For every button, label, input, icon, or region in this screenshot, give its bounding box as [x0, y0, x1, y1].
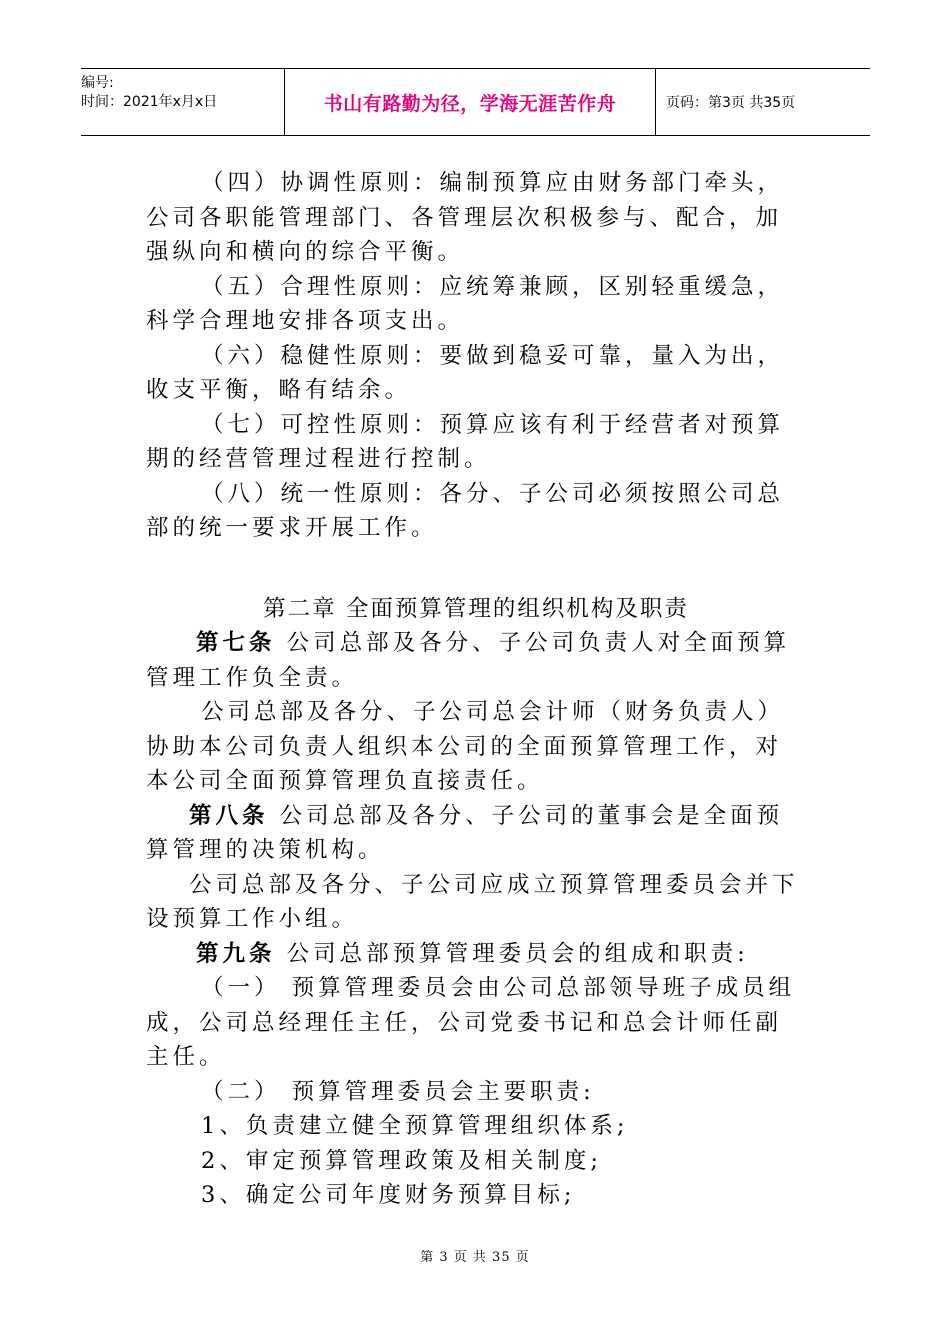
duty-item-1: 1、负责建立健全预算管理组织体系;	[201, 1113, 629, 1139]
header-meta	[81, 69, 284, 135]
section-gap	[146, 546, 806, 592]
chapter-title: 第二章 全面预算管理的组织机构及职责	[263, 595, 689, 622]
duty-item-3: 3、确定公司年度财务预算目标;	[201, 1182, 576, 1208]
principle-controllability: （七）可控性原则：预算应该有利于经营者对预算期的经营管理过程进行控制。	[146, 411, 785, 472]
document-number-label: 编号:	[81, 75, 114, 91]
header-motto: 书山有路勤为径，学海无涯苦作舟	[323, 92, 617, 115]
article-7-text: 公司总部及各分、子公司负责人对全面预算管理工作负全责。	[146, 630, 791, 691]
page-footer: 第 3 页 共 35 页	[420, 1250, 530, 1265]
article-7	[146, 626, 806, 695]
header-motto-cell	[284, 69, 656, 135]
principle-uniformity: （八）统一性原则：各分、子公司必须按照公司总部的统一要求开展工作。	[146, 480, 785, 541]
article-8-label: 第八条	[189, 802, 269, 829]
article-9-label: 第九条	[196, 940, 276, 967]
duty-item-2: 2、审定预算管理政策及相关制度;	[201, 1147, 602, 1174]
article-9-item-1: （一） 预算管理委员会由公司总部领导班子成员组成，公司总经理任主任，公司党委书记和总会计师任副主任。	[146, 975, 796, 1070]
article-7-paragraph-2: 公司总部及各分、子公司总会计师（财务负责人）协助本公司负责人组织本公司的全面预算管理工作，对本公司全面预算管理负直接责任。	[146, 699, 785, 794]
principle-rationality: （五）合理性原则：应统筹兼顾，区别轻重缓急，科学合理地安排各项支出。	[146, 273, 785, 334]
document-body	[146, 166, 806, 1213]
header-page-info	[656, 69, 870, 135]
article-9-text: 公司总部预算管理委员会的组成和职责:	[275, 940, 749, 967]
article-8	[146, 799, 806, 868]
principle-prudence: （六）稳健性原则：要做到稳妥可靠，量入为出，收支平衡，略有结余。	[146, 342, 785, 403]
article-9	[146, 937, 806, 972]
principle-coordination: （四）协调性原则：编制预算应由财务部门牵头，公司各职能管理部门、各管理层次积极参与、配合，加强纵向和横向的综合平衡。	[146, 170, 785, 265]
article-8-paragraph-2: 公司总部及各分、子公司应成立预算管理委员会并下设预算工作小组。	[146, 871, 799, 932]
page-header	[81, 68, 870, 136]
article-7-label: 第七条	[196, 630, 276, 656]
document-time: 时间：2021年x月x日	[81, 94, 218, 110]
header-page-number: 页码：第3页 共35页	[666, 95, 796, 111]
article-8-text: 公司总部及各分、子公司的董事会是全面预算管理的决策机构。	[146, 802, 784, 863]
article-9-item-2: （二） 预算管理委员会主要职责:	[201, 1078, 595, 1105]
